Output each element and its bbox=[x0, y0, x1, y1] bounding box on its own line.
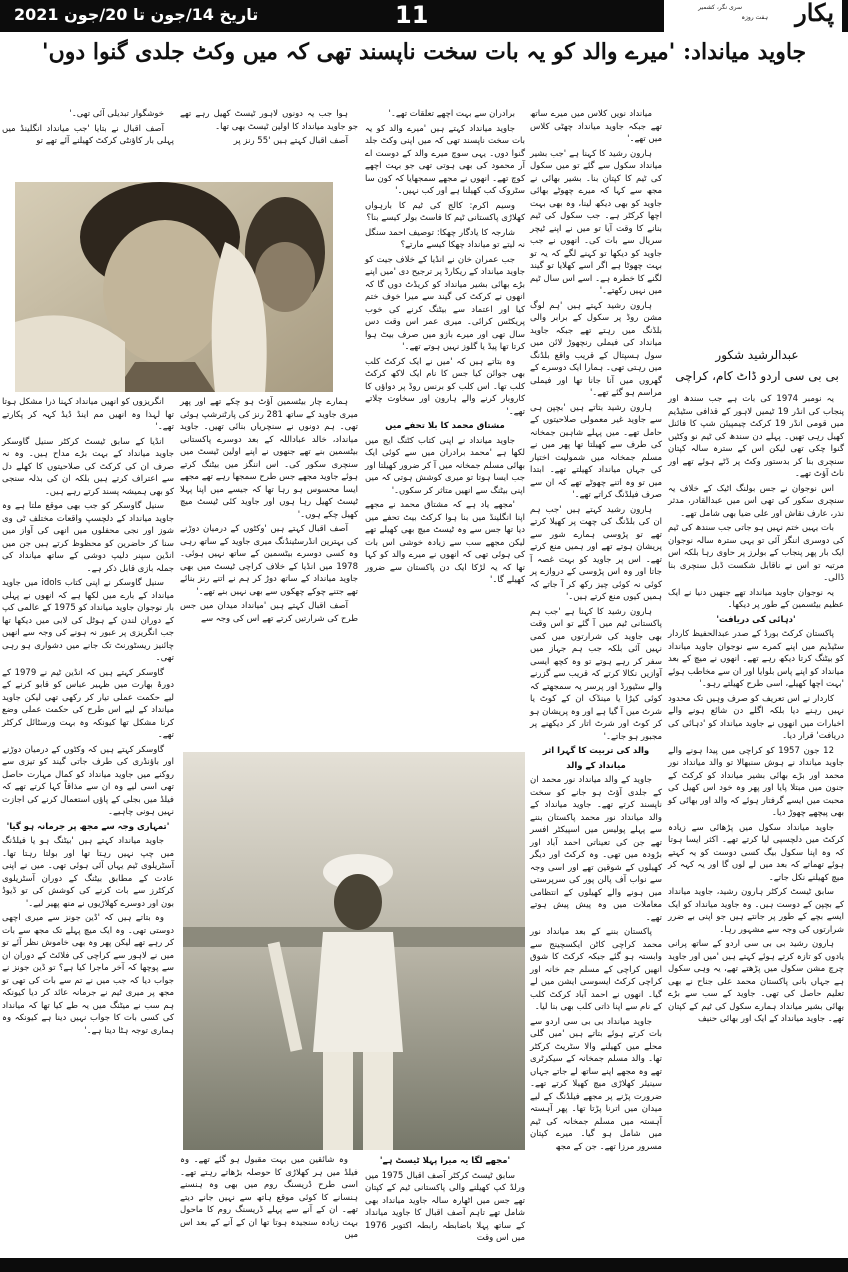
article-paragraph: انگریزوں کو انھیں میانداد کہنا ذرا مشکل ہوتا تھا لہذا وہ انھیں مم اینڈ ڈیڈ کہہ کر پکارتے تھے۔' bbox=[2, 397, 174, 432]
article-paragraph: 12 جون 1957 کو کراچی میں پیدا ہونے والے جاوید میانداد نے ہوش سنبھالا تو والد میانداد نور محمد اور بڑے بھائی بشیر میانداد کو کرکٹ کے جنون میں مبتلا پایا اور پھر وہ خود اس کھیل کی محبت میں ایسے گرفتار ہوئے کہ والد اور بھائی کو بھی پیچھے چھوڑ دیا۔ bbox=[668, 745, 844, 818]
article-paragraph: ہارون رشید بتاتے ہیں 'بچپن ہی سے جاوید غیر معمولی صلاحیتوں کے حامل تھے۔ میں پہلے شاہین جمخانہ کی طرف سے کھیلتا تھا پھر میں نے مسلم جمخانہ میں شمولیت اختیار کی جہاں میانداد کھیلتے تھے۔ ابتدا میں تو وہ اتنے چھوٹے تھے کہ ان سے صرف فیلڈنگ کراتے تھے۔' bbox=[530, 402, 662, 500]
article-paragraph: آصف اقبال کہتے ہیں '55 رنز پر bbox=[233, 136, 348, 146]
article-paragraph: برادران سے بہت اچھے تعلقات تھے۔' bbox=[388, 109, 515, 119]
subheading: 'مجھے لگا یہ میرا پہلا ٹیسٹ ہے' bbox=[379, 1156, 511, 1166]
article-paragraph: کاردار نے اس تعریف کو صرف وہیں تک محدود نہیں رہنے دیا بلکہ اگلے دن شائع ہونے والے اخبارات میں انھوں نے جاوید میانداد کو 'دہائی کی دریافت' قرار دیا۔ bbox=[668, 693, 844, 741]
article-paragraph: سنیل گاوسکر کو جب بھی موقع ملتا ہے وہ جاوید میانداد کے دلچسپ واقعات مختلف ٹی وی شوز اور نجی محفلوں میں انھی کی آواز میں سنا کر حاضرین کو محظوظ کرتے ہیں جن میں انڈین سپنر دلیپ دوشی کے ساتھ میانداد کی جملہ بازی قابل ذکر ہے۔ bbox=[2, 501, 174, 574]
photo-miandad-with-mother bbox=[15, 182, 333, 392]
article-paragraph: جاوید میانداد کہتے ہیں 'بیٹنگ ہو یا فیلڈنگ میں چپ نہیں رہتا تھا اور بولتا رہتا تھا۔ آسٹریلوی ٹیم یہاں آئی ہوئی تھی۔ میں نے اپنی عادت کے مطابق بیٹنگ کے دوران آسٹریلوی کرکٹرز سے بات کرنے کی کوشش کی تو ڈیوڈ بون اور دوسرے کھلاڑیوں نے منھ پھیر لیے۔' bbox=[2, 836, 174, 909]
column-second bbox=[530, 108, 662, 1155]
article-paragraph: جاوید میانداد سکول میں پڑھائی سے زیادہ کرکٹ میں دلچسپی لیا کرتے تھے۔ اکثر ایسا ہوتا کہ وہ اپنا سکول بیگ کسی دوست کو یہ کہتے ہوئے تھماتے کہ بعد میں لے لوں گا اور یہ کہہ کر میچ کھیلنے نکل جاتے۔ bbox=[668, 822, 844, 883]
byline bbox=[668, 345, 846, 387]
subheading: 'تمہاری وجہ سے مجھ پر جرمانہ ہو گیا' bbox=[6, 821, 170, 832]
logo-name: پکار bbox=[795, 0, 834, 27]
article-paragraph: ہارون رشید کا کہنا ہے 'جب بشیر میانداد سکول سے گئے تو میں سکول کی ٹیم کا کپتان بنا۔ بشیر بھائی نے مجھ سے کہا کہ میرے چھوٹے بھائی جاوید کو بھی دیکھ لینا، وہ بھی بہت اچھا کرکٹر ہے۔ جب سکول کی ٹیم بنانے کا وقت آیا تو میں نے اپنے ٹیچر سریال سے بات کی۔ انھوں نے جب جاوید کو دیکھا تو کہنے لگے کہ یہ تو بہت چھوٹا ہے اگر اسے کھلایا تو گیند لگنے کا خطرہ ہے۔ اسے اس سال ٹیم میں نہیں رکھتے۔' bbox=[530, 148, 662, 296]
footer-bar bbox=[0, 1258, 848, 1272]
newspaper-logo bbox=[662, 0, 842, 32]
article-paragraph: یہ نومبر 1974 کی بات ہے جب سندھ اور پنجاب کی انڈر 19 ٹیمیں لاہور کے قذافی سٹیڈیم میں قومی انڈر 19 کرکٹ چیمپیئن شپ کا فائنل کھیل رہی تھیں۔ پہلے دن سندھ کی ٹیم نو وکٹیں گنوا چکی تھی لیکن اس کے سترہ سالہ کپتان سنچری بنا کر بدستور وکٹ پر ڈٹے ہوئے تھے اور ناٹ آؤٹ تھے۔ bbox=[668, 394, 845, 479]
column-fifth-top bbox=[2, 108, 174, 150]
article-paragraph: یہ نوجوان جاوید میانداد تھے جنھیں دنیا نے ایک عظیم بیٹسمین کے طور پر دیکھا۔ bbox=[668, 587, 844, 610]
subheading: میانداد کے والد bbox=[566, 760, 626, 771]
article-paragraph: ہمارے چار بیٹسمین آؤٹ ہو چکے تھے اور پھر میری جاوید کے ساتھ 281 رنز کی پارٹنرشپ ہوئی تھی۔ ہم دونوں نے سنچریاں بنائی تھیں۔ جاوید میانداد، خالد عباداللہ کے بعد دوسرے پاکستانی بیٹسمین بنے تھے جنھوں نے اپنے اولین ٹیسٹ میں سنچری سکور کی۔ اس اننگز میں بیٹنگ کرتے ہوئے جاوید مجھے جس طرح سمجھا رہے تھے مجھے ایسا محسوس ہو رہا تھا کہ جیسے میں اپنا پہلا ٹیسٹ کھیل رہا ہوں اور جاوید کئی ٹیسٹ میچ کھیل چکے ہوں۔' bbox=[180, 397, 358, 520]
column-right bbox=[668, 393, 844, 1028]
masthead-bar bbox=[0, 0, 848, 32]
subheading: مشتاق محمد کا بلا تحفے میں bbox=[385, 421, 505, 431]
article-paragraph: انڈیا کے سابق ٹیسٹ کرکٹر سنیل گاوسکر جاوید میانداد کے بہت بڑے مداح ہیں۔ وہ نہ صرف ان کی کرکٹ کی صلاحیتوں کا کھلے دل سے اعتراف کرتے ہیں بلکہ ان کی بذلہ سنجی کو بھی ہمیشہ پسند کرتے رہے ہیں۔ bbox=[2, 436, 174, 497]
article-paragraph: اس نوجوان نے جس بولنگ اٹیک کے خلاف یہ سنچری سکور کی تھی اس میں عبدالقادر، مدثر نذر، عارف نقاش اور علی ضیا بھی شامل تھے۔ bbox=[668, 483, 844, 519]
article-paragraph: میانداد نویں کلاس میں میرے ساتھ تھے جبکہ جاوید میانداد چھٹی کلاس میں تھے۔' bbox=[530, 109, 662, 144]
logo-place: سری نگر، کشمیر bbox=[698, 4, 742, 11]
article-paragraph: جاوید میانداد نے اپنی کتاب کٹنگ ایج میں لکھا ہے 'محمد برادران میں سے کوئی ایک بھائی مسلم جمخانہ میں آ کر ضرور کھیلتا اور جب ایسا ہوتا تو میری کوشش ہوتی کہ میں اپنی بیٹنگ سے انھیں متاثر کر سکوں۔' bbox=[364, 435, 525, 496]
page-number: 11 bbox=[395, 1, 429, 29]
article-paragraph: آصف اقبال نے بتایا 'جب میانداد انگلینڈ میں پہلی بار کاؤنٹی کرکٹ کھیلنے آئے تھے تو bbox=[2, 123, 174, 146]
photo-miandad-batting bbox=[183, 752, 525, 1150]
article-paragraph: پاکستان بننے کے بعد میانداد نور محمد کراچی کاٹن ایکسچینج سے وابستہ ہو گئے جبکہ کرکٹ کا شوق انھیں کراچی کے مسلم جم خانہ اور کراچی کرکٹ ایسوسی ایشن میں لے گیا۔ انھوں نے احمد آباد کرکٹ کلب کے نام سے اپنا ذاتی کلب بھی بنا لیا۔ bbox=[530, 927, 662, 1012]
column-fourth-top bbox=[180, 108, 358, 150]
article-paragraph: جاوید میانداد بی بی سی اردو سے بات کرتے ہوئے بتاتے ہیں 'میں گلی محلے میں کھیلنے والا سٹریٹ کرکٹر تھا۔ والد مسلم جمخانہ کے سیکرٹری تھے وہ مجھے اپنے ساتھ لے جاتے جہاں سینیئر کھلاڑی میچ کھیلا کرتے تھے۔ ضرورت پڑنے پر مجھے فیلڈنگ کے لیے میدان میں اترنا پڑتا تھا۔ پھر آہستہ آہستہ میں مسلم جمخانہ کی ٹیم میں شامل ہو گیا۔ میرے کپتان مسرور مرزا تھے۔ جن کے مجھ bbox=[530, 1016, 662, 1152]
article-paragraph: ہارون رشید کہتے ہیں 'جب ہم ان کی بلڈنگ کی چھت پر کھیلا کرتے تھے تو پڑوسی ہمارے شور سے پریشان ہوتے تھے اور ہمیں منع کرتے تھے۔ اس پر جاوید کو بہت غصہ آ جاتا اور وہ اس پڑوسی کے دروازے پر کوئی نہ کوئی چیز رکھ کر آ جاتے کہ ہمیں کیوں منع کرتے ہیں۔' bbox=[530, 504, 662, 602]
logo-tagline: ہفت روزہ bbox=[741, 14, 768, 21]
caption-left bbox=[180, 1154, 358, 1244]
article-paragraph: جب عمران خان نے انڈیا کے خلاف جیت کو جاوید میانداد کے ریکارڈ پر ترجیح دی 'میں اپنے بڑے بھائی بشیر میانداد کو کریڈٹ دوں گا کہ انھوں نے کرکٹ کی گیند سے میرا خوف ختم کیا اور اعتماد سے بیٹنگ کرنے کی خوب پریکٹس کرائی۔ میری عمر اس وقت دس سال تھی اور میرے بازو میں صرف بیٹ ہوا کرتا تھا پیڈ یا گلوز نہیں ہوتے تھے۔' bbox=[365, 254, 525, 352]
byline-source: بی بی سی اردو ڈاٹ کام، کراچی bbox=[675, 369, 839, 383]
article-paragraph: جاوید میانداد کہتے ہیں 'میرے والد کو یہ بات سخت ناپسند تھی کہ میں اپنی وکٹ جلد گنوا دوں۔ یہی سوچ میرے والد کے دوست اے آر محمود کی بھی ہوتی تھی جو بہت اچھے کوچ تھے۔ انھوں نے مجھے سمجھایا کہ کون سا سٹروک کب کھیلنا ہے اور کب نہیں۔' bbox=[365, 123, 525, 196]
article-paragraph: گاوسکر کہتے ہیں کہ وکٹوں کے درمیان دوڑنے اور باؤنڈری کی طرف جاتی گیند کو تیزی سے روکنے میں جاوید میانداد کو کمال مہارت حاصل تھی اسی لیے وہ ان سے مذاقاً کہا کرتے تھے کہ فیلڈ میں بجلی کے پاؤں استعمال کرنے کی اجازت نہیں ہونی چاہیے۔ bbox=[2, 744, 174, 817]
article-paragraph: گاوسکر کہتے ہیں کہ انڈین ٹیم نے 1979 کے دورۂ بھارت میں ظہیر عباس کو قابو کرنے کے لیے حکمت عملی تیار کر رکھی تھی لیکن جاوید میانداد کے لیے اس طرح کی حکمت عملی وضع کرنا مشکل تھا کیونکہ وہ بہت ورسٹائل کرکٹر تھے۔ bbox=[2, 667, 174, 740]
article-paragraph: خوشگوار تبدیلی آئی تھی۔' bbox=[69, 109, 164, 119]
article-paragraph: آصف اقبال کہتے ہیں 'وکٹوں کے درمیان دوڑنے کی بہترین انڈرسٹینڈنگ میری جاوید کے ساتھ رہی وہ کسی دوسرے بیٹسمین کے ساتھ نہیں ہوئی۔ 1978 میں انڈیا کے خلاف کراچی ٹیسٹ میں بھی جاوید میانداد کے ساتھ دوڑ کر ہم نے اتنے رنز بنائے تھے جتنے چوکے چھکوں سے بھی نہیں بنے تھے۔' bbox=[180, 524, 358, 597]
article-paragraph: جاوید کے والد میانداد نور محمد ان کے جلدی آؤٹ ہو جانے کو سخت ناپسند کرتے تھے۔ جاوید میانداد کے والد میانداد نور محمد پاکستان بننے سے پہلے پولیس میں اسپیکٹر افسر تھے جن کی تعیناتی احمد آباد اور بڑودہ میں تھی۔ وہ کرکٹ اور دیگر کھیلوں کے شوقین تھے اور اسی وجہ سے نواب آف پالن پور کی سرپرستی میں ہونے والے کھیلوں کے انتظامی معاملات میں وہ پیش پیش ہوتے تھے۔ bbox=[530, 775, 662, 923]
article-paragraph: ہارون رشید کہتے ہیں 'ہم لوگ مشن روڈ پر سکول کے برابر والی بلڈنگ میں رہتے تھے جبکہ جاوید میانداد کی فیملی رنچھوڑ لائن میں سول ہسپتال کے قریب واقع بلڈنگ میں رہتی تھی۔ ہمارا ایک دوسرے کے گھروں میں آنا جانا تھا اور فیملی مراسم ہو گئے تھے۔' bbox=[530, 300, 662, 398]
article-paragraph: بات یہیں ختم نہیں ہو جاتی جب سندھ کی ٹیم کی دوسری اننگز آئی تو یہی سترہ سالہ نوجوان ایک بار پھر پنجاب کے بولرز پر حاوی رہا بلکہ اس مرتبہ تو اس نے ناقابل شکست ڈبل سنچری بنا ڈالی۔ bbox=[668, 523, 844, 583]
headline: جاوید میانداد: 'میرے والد کو یہ بات سخت ناپسند تھی کہ میں وکٹ جلدی گنوا دوں' bbox=[41, 39, 807, 65]
article-paragraph: سنیل گاوسکر نے اپنی کتاب idols میں جاوید میانداد کے بارے میں لکھا ہے کہ انھوں نے پہلی بار نوجوان جاوید میانداد کو 1975 کے عالمی کپ کے دوران لندن کے ہوٹل کی لابی میں دیکھا تھا جب انگریزی پر عبور نہ ہونے کی وجہ سے انھیں چائنیز ریسٹورنٹ تک جانے میں دشواری ہو رہی تھی۔ bbox=[2, 578, 174, 663]
article-paragraph: وہ شائقین میں بہت مقبول ہو گئے تھے۔ وہ فیلڈ میں ہر کھلاڑی کا حوصلہ بڑھاتے رہتے تھے۔ اسی طرح ڈریسنگ روم میں بھی وہ ہنسنے ہنسانے کا کوئی موقع ہاتھ سے نہیں جانے دیتے تھے۔ ان کے آنے سے پہلے ڈریسنگ روم کا ماحول بہت زیادہ سنجیدہ ہوتا تھا ان کے آنے کے بعد اس میں bbox=[180, 1155, 358, 1240]
issue-date: تاریخ 14/جون تا 20/جون 2021 bbox=[14, 5, 259, 24]
article-paragraph: شارجہ کا یادگار چھکا: توصیف احمد سنگل نہ لیتے تو میانداد چھکا کیسے مارتے؟ bbox=[365, 227, 525, 250]
column-third bbox=[365, 108, 525, 589]
article-paragraph: 'مجھے یاد ہے کہ مشتاق محمد نے مجھے اپنا انگلینڈ میں بنا ہوا کرکٹ بیٹ تحفے میں دیا تھا جس سے وہ ٹیسٹ میچ بھی کھیلے تھے لیکن مجھے سب سے زیادہ خوشی اس بات کی ہوئی تھی کہ انھوں نے میرے والد کو کہا تھا کہ یہ لڑکا ایک دن پاکستان سے ضرور کھیلے گا۔' bbox=[365, 500, 525, 585]
article-paragraph: وسیم اکرم: کالج کی ٹیم کا بارہواں کھلاڑی پاکستانی ٹیم کا فاسٹ بولر کیسے بنا؟ bbox=[365, 200, 525, 223]
article-paragraph: وہ بتاتے ہیں کہ 'میں نے ایک کرکٹ کلب بھی جوائن کیا جس کا نام ایک لاکھ کرکٹ کلب تھا۔ اس کلب کو برنس روڈ پر دواؤں کا کاروبار کرنے والے ہارون اور سخاوت چلاتے تھے۔' bbox=[365, 356, 525, 417]
article-paragraph: سابق ٹیسٹ کرکٹر آصف اقبال 1975 میں ورلڈ کپ کھیلنے والی پاکستانی ٹیم کے کپتان تھے جس میں اٹھارہ سالہ جاوید میانداد بھی شامل تھے تاہم آصف اقبال کا جاوید میانداد کے ساتھ پہلا باضابطہ رابطہ اکتوبر 1976 میں اس وقت bbox=[365, 1170, 525, 1243]
subheading: والد کی تربیت کا گہرا اثر bbox=[542, 746, 650, 756]
subheading: 'دہائی کی دریافت' bbox=[716, 614, 796, 625]
column-fourth-bottom bbox=[180, 396, 358, 627]
article-paragraph: ہارون رشید کا کہنا ہے 'جب ہم پاکستانی ٹیم میں آ گئے تو اس وقت بھی جاوید کی شرارتوں میں کمی نہیں آئی بلکہ جب ہم جہاز میں سفر کر رہے ہوتے تو وہ کچھ ایسی آوازیں نکالا کرتے کہ قریب سے گزرنے والے سٹیورڈ اور پرسر یہ سمجھتے کہ کوئی کیڑا یا مینڈک ان کے کوٹ یا شرٹ میں آ گیا ہے اور وہ پریشان ہو کر کوٹ اور شرٹ اتار کر دیکھنے پر مجبور ہو جاتے۔' bbox=[530, 606, 662, 742]
article-paragraph: سابق ٹیسٹ کرکٹر ہارون رشید، جاوید میانداد کے بچپن کے دوست ہیں۔ وہ جاوید میانداد کو ایک ایسے بچے کے طور پر جانتے ہیں جو اپنی بے ضرر شرارتوں کی وجہ سے مشہور رہا۔ bbox=[668, 887, 844, 935]
article-paragraph: وہ بتاتے ہیں کہ 'ڈین جونز سے میری اچھی دوستی تھی۔ وہ ایک میچ پہلے تک مجھ سے بات کر رہے تھے لیکن پھر وہ بھی خاموش نظر آئے تو میں نے لاہور سے کراچی کی فلائٹ کے دوران ان سے پوچھا کہ آخر ماجرا کیا ہے؟ تو ڈین جونز نے جواب دیا کہ جب میں نے تم سے بات کی تھی تو مجھ پر میری ٹیم نے جرمانہ عائد کر دیا کیونکہ ہم سب نے میٹنگ میں یہ طے کیا تھا کہ میانداد کی کسی بات کا جواب نہیں دینا ہے کیونکہ وہ ہماری توجہ ہٹا دیتا ہے۔' bbox=[2, 913, 174, 1036]
article-paragraph: پاکستان کرکٹ بورڈ کے صدر عبدالحفیظ کاردار سٹیڈیم میں اپنے کمرے سے نوجوان جاوید میانداد کو بیٹنگ کرتا دیکھ رہے تھے۔ انھوں نے میچ کے بعد میانداد کو اپنے پاس بلوایا اور ان سے مخاطب ہوئے 'بہت اچھا کھیلے، اسی طرح کھیلتے رہو۔' bbox=[668, 629, 844, 689]
column-fifth-bottom bbox=[2, 396, 174, 1039]
article-paragraph: ہوا جب یہ دونوں لاہور ٹیسٹ کھیل رہے تھے جو جاوید میانداد کا اولین ٹیسٹ بھی تھا۔ bbox=[180, 109, 358, 132]
article-paragraph: ہارون رشید بی بی سی اردو کے ساتھ پرانی یادوں کو تازہ کرتے ہوئے کہتے ہیں 'میں اور جاوید چرچ مشن سکول میں پڑھتے تھے، یہ وہی سکول ہے جہاں بانی پاکستان محمد علی جناح نے بھی تعلیم حاصل کی تھی۔ جاوید کے سب سے بڑے بھائی بشیر میانداد ہمارے سکول کی ٹیم کے کپتان تھے۔ جاوید میانداد کے ایک اور بھائی حنیف bbox=[668, 939, 844, 1024]
article-paragraph: آصف اقبال کہتے ہیں 'میانداد میدان میں جس طرح کی شرارتیں کرتے تھے اس کی وجہ سے bbox=[180, 601, 358, 624]
caption-right bbox=[365, 1154, 525, 1247]
author-name: عبدالرشید شکور bbox=[715, 348, 799, 362]
